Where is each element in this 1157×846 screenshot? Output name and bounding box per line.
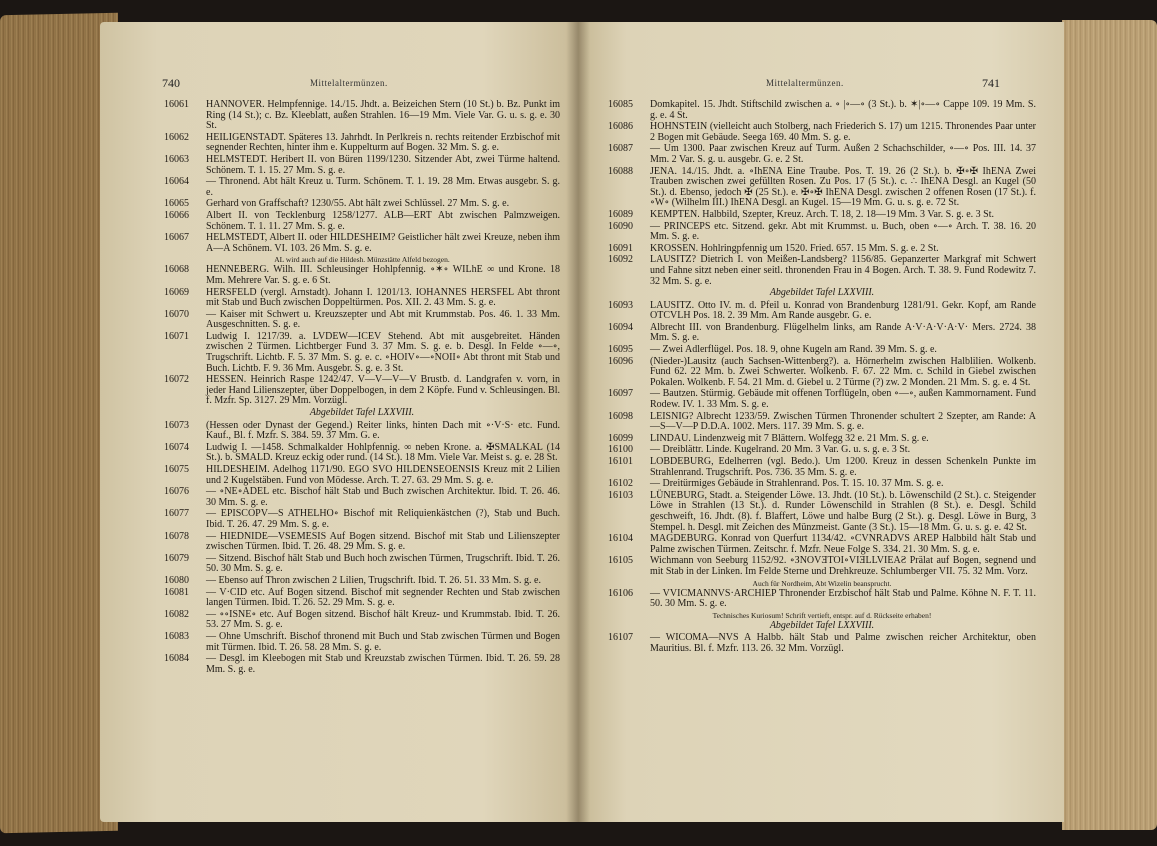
entry-number: 16083 [164,630,189,642]
entry-text: — Dreitürmiges Gebäude in Strahlenrand. Pos. T. 15. 10. 37 Mm. S. g. e. [650,478,944,490]
entry-footnote: Auch für Nordheim, Abt Wizelin beansprucht. [752,578,892,588]
entry-text: LÜNEBURG, Stadt. a. Steigender Löwe. 13. Jhdt. (10 St.). b. Löwenschild (2 St.). c. Steigender Löwe in Strahlen (13 St.). d. Runder Löwenschild in Strahlen (8 St.). e. Desgl. Schild geschweift, 16. Jhdt. (8). f. Blaffert, Löwe und halbe Burg (2 St.). g. Desgl. Löwe in Burg, 3 Stempel. h. Desgl. mit Zeichen des Münzmeist. Gante (3 St.). 15—18 Mm. G. u. s. g. e. 42 St. [650,489,1036,533]
catalog-entry [164,509,560,530]
left-running-head: Mittelaltermünzen. [310,78,388,88]
entry-number: 16067 [164,232,189,244]
entry-text: — Ohne Umschrift. Bischof thronend mit Buch und Stab zwischen Türmen und Bogen mit Türmen. Ibid. T. 26. 58. 28 Mm. S. g. e. [206,630,560,653]
catalog-entry [608,633,1036,654]
entry-text: — Zwei Adlerflügel. Pos. 18. 9, ohne Kugeln am Rand. 39 Mm. S. g. e. [650,344,937,356]
entry-number: 16089 [608,208,633,220]
entry-text: Wichmann von Seeburg 1152/92. ∘ЗNOVƎTOI∘VIƎLLVIEAƧ Prälat auf Bogen, segnend und mit Stab in der Linken. Im Felde Sterne und Drehkreuze. Schlumberger VII. 75. 32 Mm. Vorz. [650,555,1036,577]
entry-text: Albrecht III. von Brandenburg. Flügelhelm links, am Rande A·V·A·V·A·V· Mers. 2724. 38 Mm. S. g. e. [650,321,1036,344]
catalog-entry [164,632,560,653]
book-gutter [566,22,590,822]
entry-number: 16079 [164,552,189,564]
entry-number: 16080 [164,574,189,586]
entry-text: — ∘NE∘ADEL etc. Bischof hält Stab und Buch zwischen Architektur. Ibid. T. 26. 46. 30 Mm. S. g. e. [206,486,560,508]
entry-number: 16103 [608,489,633,501]
entry-number: 16065 [164,198,189,210]
catalog-entry [608,210,1036,221]
entry-number: 16095 [608,344,633,356]
catalog-entry [608,412,1036,433]
catalog-entry [164,610,560,631]
catalog-entry [164,588,560,609]
entry-text: (Hessen oder Dynast der Gegend.) Reiter links, hinten Dach mit ∘·V·S· etc. Fund. Kauf., Bl. f. Mzfr. S. 384. 59. 37 Mm. G. e. [206,419,560,442]
entry-number: 16081 [164,586,189,598]
entry-number: 16070 [164,308,189,320]
entry-number: 16085 [608,99,633,110]
entry-number: 16097 [608,388,633,400]
left-page [100,22,578,822]
catalog-entry [608,144,1036,165]
catalog-entry [164,375,560,407]
entry-number: 16092 [608,254,633,266]
entry-text: — Kaiser mit Schwert u. Kreuzszepter und Abt mit Krummstab. Pos. 46. 1. 33 Mm. Ausgeschnitten. S. g. e. [206,308,560,331]
entry-number: 16073 [164,419,189,431]
entry-text: — Thronend. Abt hält Kreuz u. Turm. Schönem. T. 1. 19. 28 Mm. Etwas ausgebr. S. g. e. [206,176,560,198]
entry-number: 16105 [608,555,633,567]
entry-text: HEILIGENSTADT. Späteres 13. Jahrhdt. In Perlkreis n. rechts reitender Erzbischof mit segnender Rechten, hinter ihm e. Kuppelturm auf Bogen. 32 Mm. S. g. e. [206,131,560,154]
entry-number: 16072 [164,374,189,386]
entry-number: 16091 [608,242,633,254]
entry-text: KEMPTEN. Halbbild, Szepter, Kreuz. Arch. T. 18, 2. 18—19 Mm. 3 Var. S. g. e. 3 St. [650,208,995,220]
entry-text: — Bautzen. Stürmig. Gebäude mit offenen Torflügeln, oben ∘—∘, außen Kammornament. Fund Rodew. IV. 1. 33 Mm. S. g. e. [650,388,1036,411]
catalog-entry [608,301,1036,322]
entry-text: HILDESHEIM. Adelhog 1171/90. EGO SVO HILDENSEOENSIS Kreuz mit 2 Lilien und 2 Kugelstäben. Fund von Mödesse. Arch. T. 27. 63. 29 Mm. S. g. e. [206,464,560,486]
entry-text: KROSSEN. Hohlringpfennig um 1520. Fried. 657. 15 Mm. S. g. e. 2 St. [650,242,939,254]
entry-number: 16098 [608,410,633,422]
catalog-entry [608,244,1036,255]
entry-footnote: AL wird auch auf die Hildesh. Münzstätte Alfeld bezogen. [274,255,450,265]
entry-text: — WICOMA—NVS A Halbb. hält Stab und Palme zwischen reicher Architektur, oben Mauritius. Bl. f. Mzfr. 113. 26. 32 Mm. Vorzügl. [650,632,1036,654]
catalog-entry [608,323,1036,344]
entry-text: Ludwig I. —1458. Schmalkalder Hohlpfennig. ∞ neben Krone. a. ✠SMALKAL (14 St.). b. SMALD. Kreuz eckig oder rund. (14 St.). 18 Mm. Viele Var. Meist s. g. e. 28 St. [206,441,560,464]
entry-text: MAGDEBURG. Konrad von Querfurt 1134/42. ∘CVNRADVS AREP Halbbild hält Stab und Palme zwischen Türmen. Zeitschr. f. Mzfr. Neue Folge S. 334. 21. 30 Mm. S. g. e. [650,533,1036,555]
catalog-entry [164,310,560,331]
entry-number: 16086 [608,121,633,133]
catalog-entry [608,389,1036,410]
catalog-entry [608,100,1036,121]
catalog-entry [608,357,1036,389]
entry-number: 16088 [608,165,633,177]
entry-number: 16068 [164,264,189,276]
entry-text: (Nieder-)Lausitz (auch Sachsen-Wittenberg?). a. Hörnerhelm zwischen Halblilien. Wolkenb. Fund 62. 22 Mm. b. Zwei Schwerter. Wolkenb. F. 67. 22 Mm. c. Schild in Giebel zwischen Pokalen. Wolkenb. F. 54. 21 Mm. d. Giebel u. 2 Türme (?) zw. 2 Monden. 21 Mm. S. g. e. 4 St. [650,355,1036,388]
catalog-entry [164,487,560,508]
entry-text: — Ebenso auf Thron zwischen 2 Lilien, Trugschrift. Ibid. T. 26. 51. 33 Mm. S. g. e. [206,574,541,586]
entry-number: 16102 [608,478,633,490]
entry-text: HANNOVER. Helmpfennige. 14./15. Jhdt. a. Beizeichen Stern (10 St.) b. Bz. Punkt im Ring (14 St.); c. Bz. Kleeblatt, außen Strahlen. 16—19 Mm. Viele Var. G. u. s. g. e. 30 St. [206,99,560,132]
catalog-entry [608,457,1036,478]
entry-text: — V·CID etc. Auf Bogen sitzend. Bischof mit segnender Rechten und Stab zwischen langen Türmen. Ibid. T. 26. 52. 29 Mm. S. g. e. [206,586,560,609]
catalog-entry [608,556,1036,577]
catalog-entry [164,443,560,464]
entry-number: 16075 [164,464,189,475]
catalog-entry [608,491,1036,533]
entry-footnote: Technisches Kuriosum! Schrift vertieft, entspr. auf d. Rückseite erhaben! [712,610,932,620]
plate-caption: Abgebildet Tafel LXXVIII. [769,287,875,299]
entry-number: 16094 [608,321,633,333]
right-page-number: 741 [982,76,1000,90]
catalog-entry [164,654,560,675]
catalog-entry [608,589,1036,610]
entry-text: — PRINCEPS etc. Sitzend. gekr. Abt mit Krummst. u. Buch, oben ∘—∘ Arch. T. 38. 16. 20 Mm. S. g. e. [650,220,1036,243]
entry-number: 16061 [164,99,189,110]
entry-number: 16100 [608,444,633,456]
entry-number: 16082 [164,608,189,620]
entry-number: 16096 [608,355,633,367]
entry-text: LAUSITZ? Dietrich I. von Meißen-Landsberg? 1156/85. Gepanzerter Markgraf mit Schwert und Fahne sitzt neben einer seitl. thronenden Frau in 4 Bogen. Arch. T. 38. 9. Fund Rodewitz 7. 32 Mm. S. g. e. [650,254,1036,287]
catalog-entry [164,465,560,486]
entry-text: LOBDEBURG, Edelherren (vgl. Bedo.). Um 1200. Kreuz in dessen Schenkeln Punkte im Strahlenrand. Trugschrift. Pos. 736. 35 Mm. S. g. e. [650,456,1036,478]
entry-text: — VVICMANNVS·ARCHIEP Thronender Erzbischof hält Stab und Palme. Köhne N. F. T. 11. 50. 30 Mm. S. g. e. [650,587,1036,610]
catalog-entry [164,133,560,154]
entry-number: 16087 [608,143,633,155]
catalog-entry [164,288,560,309]
entry-text: — Sitzend. Bischof hält Stab und Buch hoch zwischen Türmen, Trugschrift. Ibid. T. 26. 50. 30 Mm. S. g. e. [206,552,560,575]
entry-number: 16077 [164,508,189,520]
catalog-entry [164,265,560,286]
entry-number: 16084 [164,653,189,665]
entry-number: 16099 [608,432,633,444]
catalog-entry [164,332,560,374]
entry-number: 16104 [608,533,633,545]
entry-text: LINDAU. Lindenzweig mit 7 Blättern. Wolfegg 32 e. 21 Mm. S. g. e. [650,432,929,444]
entry-text: — ∘∘ISNE∘ etc. Auf Bogen sitzend. Bischof hält Kreuz- und Krummstab. Ibid. T. 26. 53. 27 Mm. S. g. e. [206,608,560,631]
plate-caption: Abgebildet Tafel LXXVIII. [769,619,875,631]
entry-number: 16106 [608,587,633,599]
plate-caption: Abgebildet Tafel LXXVIII. [309,407,415,419]
entry-text: HERSFELD (vergl. Arnstadt). Johann I. 1201/13. IOHANNES HERSFEL Abt thront mit Stab und Buch zwischen Doppeltürmen. Pos. XII. 2. 43 Mm. S. g. e. [206,286,560,309]
right-page-edges [1062,20,1157,830]
entry-number: 16093 [608,299,633,311]
entry-text: Albert II. von Tecklenburg 1258/1277. ALB—ERT Abt zwischen Palmzweigen. Schönem. T. 1. 11. 27 Mm. S. g. e. [206,209,560,232]
entry-text: LAUSITZ. Otto IV. m. d. Pfeil u. Konrad von Brandenburg 1281/91. Gekr. Kopf, am Rande OTCVLH Pos. 18. 2. 39 Mm. Am Rande ausgebr. G. e. [650,299,1036,322]
entry-text: — HIEDNIDE—VSEMESIS Auf Bogen sitzend. Bischof mit Stab und Lilienszepter zwischen Türmen. Ibid. T. 26. 48. 29 Mm. S. g. e. [206,530,560,553]
catalog-entry [608,445,1036,456]
entry-number: 16066 [164,209,189,221]
catalog-entry [608,434,1036,445]
catalog-entry [608,345,1036,356]
catalog-entry [608,255,1036,287]
entry-text: HELMSTEDT. Heribert II. von Büren 1199/1230. Sitzender Abt, zwei Türme haltend. Schönem. T. 1. 15. 27 Mm. S. g. e. [206,153,560,176]
entry-text: — Dreiblättr. Linde. Kugelrand. 20 Mm. 3 Var. G. u. s. g. e. 3 St. [650,444,911,456]
entry-text: — EPISCOPV—S ATHELHO∘ Bischof mit Reliquienkästchen (?), Stab und Buch. Ibid. T. 26. 47. 29 Mm. S. g. e. [206,508,560,530]
catalog-entry [164,532,560,553]
entry-number: 16107 [608,632,633,644]
entry-text: Gerhard von Graffschaft? 1230/55. Abt hält zwei Schlüssel. 27 Mm. S. g. e. [206,198,510,210]
catalog-entry [164,576,560,587]
catalog-entry [164,554,560,575]
catalog-entry [608,122,1036,143]
entry-text: JENA. 14./15. Jhdt. a. ∘IhENA Eine Traube. Pos. T. 19. 26 (2 St.). b. ✠∘✠ IhENA Zwei Trauben zwischen zwei gefüllten Rosen. Zu Pos. 17 (5 St.). c. ∴ IhENA Desgl. an Kugel (50 St.). d. Ebenso, jedoch ✠ (25 St.). e. ✠∘✠ IhENA Desgl. zwischen 2 offenen Rosen (17 St.). f. ∘W∘ (Wilhelm III.) IhENA Desgl. an Kugel. 15—19 Mm. G. u. s. g. e. 72 St. [650,165,1036,209]
left-page-number: 740 [162,76,180,90]
catalog-entry [164,177,560,198]
entry-number: 16063 [164,153,189,165]
entry-number: 16062 [164,131,189,143]
entry-text: HOHNSTEIN (vielleicht auch Stolberg, nach Friederich S. 17) um 1215. Thronendes Paar unter 2 Bogen mit Gebäude. Seega 169. 40 Mm. S. g. e. [650,121,1036,143]
entry-text: — Um 1300. Paar zwischen Kreuz auf Turm. Außen 2 Schachschilder, ∘—∘ Pos. III. 14. 37 Mm. 2 Var. S. g. u. ausgebr. G. e. 2 St. [650,143,1036,165]
catalog-entry [164,211,560,232]
catalog-entry [164,421,560,442]
entry-text: Ludwig I. 1217/39. a. LVDEW—ICEV Stehend. Abt mit ausgebreitet. Händen zwischen 2 Türmen. Lichtberger Fund 3. 37 Mm. S. g. e. b. Desgl. In Felde ∘—∘, Trugschrift. Lichtb. F. 5. 37 Mm. S. g. e. c. ∘HOIV∘—∘NOII∘ Abt thront mit Stab und Buch. Lichtb. F. 9. 36 Mm. Ausgebr. S. g. e. 3 St. [206,330,560,374]
entry-number: 16064 [164,176,189,188]
right-entries [608,100,1036,656]
catalog-entry [164,100,560,132]
right-page [578,22,1064,822]
catalog-entry [164,155,560,176]
entry-number: 16090 [608,220,633,232]
catalog-entry [608,479,1036,490]
left-entries [164,100,560,676]
catalog-entry [164,233,560,254]
entry-number: 16071 [164,330,189,342]
entry-number: 16069 [164,286,189,298]
entry-text: — Desgl. im Kleebogen mit Stab und Kreuzstab zwischen Türmen. Ibid. T. 26. 59. 28 Mm. S. g. e. [206,653,560,675]
entry-text: LEISNIG? Albrecht 1233/59. Zwischen Türmen Thronender schultert 2 Szepter, am Rande: A—S—V—P D.D.A. 1002. Mers. 117. 39 Mm. S. g. e. [650,410,1036,433]
entry-text: HENNEBERG. Wilh. III. Schleusinger Hohlpfennig. ∘✶∘ WILhE ∞ und Krone. 18 Mm. Mehrere Var. S. g. e. 6 St. [206,264,560,286]
entry-text: Domkapitel. 15. Jhdt. Stiftschild zwischen a. ∘ |∘—∘ (3 St.). b. ✶|∘—∘ Cappe 109. 19 Mm. S. g. e. 4 St. [650,99,1036,121]
entry-number: 16074 [164,441,189,453]
catalog-entry [164,199,560,210]
entry-text: HESSEN. Heinrich Raspe 1242/47. V—V—V—V Brustb. d. Landgrafen v. vorn, in jeder Hand Lilienszepter, über Doppelbogen, in dem 2 Köpfe. Fund v. Schleusingen. Bl. f. Mzfr. Sp. 3127. 29 Mm. Vorzügl. [206,374,560,407]
entry-number: 16101 [608,456,633,467]
right-running-head: Mittelaltermünzen. [766,78,844,88]
entry-number: 16078 [164,530,189,542]
entry-text: HELMSTEDT, Albert II. oder HILDESHEIM? Geistlicher hält zwei Kreuze, neben ihm A—A Schönem. VI. 103. 26 Mm. S. g. e. [206,232,560,254]
catalog-entry [608,222,1036,243]
catalog-entry [608,167,1036,209]
catalog-entry [608,534,1036,555]
entry-number: 16076 [164,486,189,498]
